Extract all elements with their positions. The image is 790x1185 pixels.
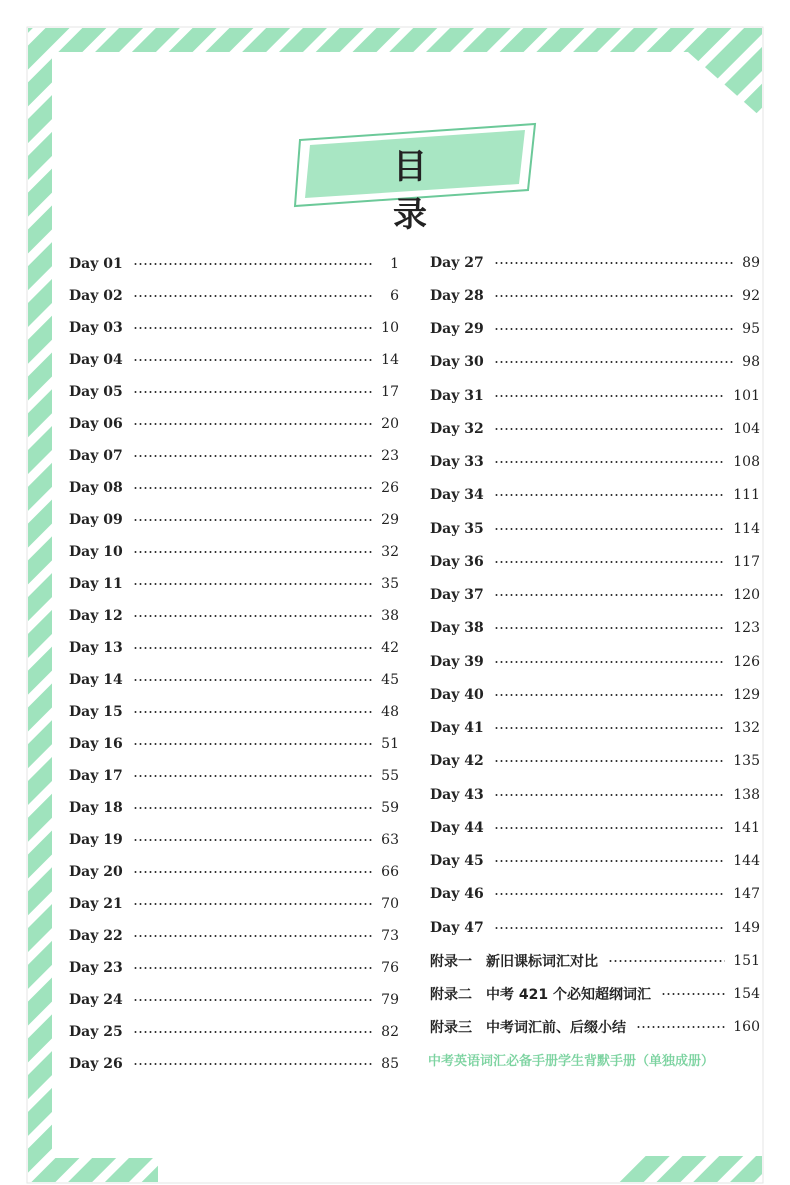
- entry-label: Day 04: [69, 352, 123, 368]
- toc-entry[interactable]: [69, 824, 399, 856]
- entry-page-number: 10: [381, 320, 399, 336]
- entry-page-number: 26: [381, 480, 399, 496]
- entry-label: Day 03: [69, 320, 123, 336]
- entry-label: Day 06: [69, 416, 123, 432]
- entry-page-number: 89: [742, 254, 760, 271]
- entry-page-number: 120: [733, 587, 760, 604]
- dot-leader: [494, 860, 726, 862]
- dot-leader: [133, 871, 373, 873]
- dot-leader: [133, 583, 373, 585]
- entry-page-number: 135: [733, 753, 760, 770]
- toc-entry[interactable]: [69, 664, 399, 696]
- dot-leader: [494, 395, 726, 397]
- entry-label: Day 40: [430, 686, 484, 703]
- entry-page-number: 126: [733, 653, 760, 670]
- entry-label: Day 17: [69, 768, 123, 784]
- entry-description: 中考 421 个必知超纲词汇: [486, 987, 651, 1004]
- entry-label: Day 32: [430, 420, 484, 437]
- toc-entry[interactable]: [430, 712, 760, 745]
- toc-entry[interactable]: [430, 246, 760, 279]
- entry-label: Day 44: [430, 819, 484, 836]
- entry-label: Day 29: [430, 321, 484, 338]
- dot-leader: [494, 295, 734, 297]
- entry-page-number: 38: [381, 608, 399, 624]
- dot-leader: [133, 999, 373, 1001]
- toc-entry[interactable]: [69, 504, 399, 536]
- entry-label: Day 35: [430, 520, 484, 537]
- toc-entry[interactable]: [430, 778, 760, 811]
- toc-left-column: [69, 248, 399, 1080]
- entry-label: Day 16: [69, 736, 123, 752]
- dot-leader: [494, 528, 726, 530]
- dot-leader: [494, 328, 734, 330]
- toc-entry[interactable]: [69, 312, 399, 344]
- entry-page-number: 17: [381, 384, 399, 400]
- entry-label: 附录一: [430, 953, 472, 970]
- dot-leader: [133, 903, 373, 905]
- toc-entry[interactable]: [430, 911, 760, 944]
- dot-leader: [133, 647, 373, 649]
- toc-entry[interactable]: [69, 536, 399, 568]
- entry-label: Day 43: [430, 786, 484, 803]
- entry-page-number: 123: [733, 620, 760, 637]
- entry-label: Day 15: [69, 704, 123, 720]
- appendix-entry[interactable]: [430, 978, 760, 1011]
- entry-label: Day 10: [69, 544, 123, 560]
- entry-label: Day 09: [69, 512, 123, 528]
- entry-page-number: 149: [733, 919, 760, 936]
- dot-leader: [608, 960, 725, 962]
- toc-entry[interactable]: [430, 313, 760, 346]
- entry-page-number: 32: [381, 544, 399, 560]
- dot-leader: [494, 262, 734, 264]
- entry-page-number: 151: [733, 952, 760, 969]
- toc-entry[interactable]: [69, 600, 399, 632]
- toc-entry[interactable]: [430, 412, 760, 445]
- entry-label: Day 19: [69, 832, 123, 848]
- toc-entry[interactable]: [69, 760, 399, 792]
- dot-leader: [494, 661, 726, 663]
- appendix-entry[interactable]: [430, 944, 760, 977]
- dot-leader: [494, 594, 726, 596]
- entry-page-number: 1: [390, 256, 399, 272]
- toc-entry[interactable]: [430, 745, 760, 778]
- entry-label: Day 31: [430, 387, 484, 404]
- entry-page-number: 138: [733, 786, 760, 803]
- dot-leader: [133, 743, 373, 745]
- entry-description: 中考词汇前、后缀小结: [486, 1020, 626, 1037]
- footer-note: 中考英语词汇必备手册学生背默手册（单独成册）: [428, 1054, 715, 1069]
- dot-leader: [133, 327, 373, 329]
- toc-entry[interactable]: [69, 856, 399, 888]
- entry-label: Day 22: [69, 928, 123, 944]
- entry-label: Day 47: [430, 919, 484, 936]
- toc-entry[interactable]: [69, 888, 399, 920]
- entry-label: Day 21: [69, 896, 123, 912]
- entry-label: Day 13: [69, 640, 123, 656]
- dot-leader: [133, 551, 373, 553]
- entry-page-number: 42: [381, 640, 399, 656]
- dot-leader: [494, 760, 726, 762]
- entry-label: Day 01: [69, 256, 123, 272]
- entry-label: Day 05: [69, 384, 123, 400]
- entry-page-number: 111: [733, 487, 760, 504]
- entry-page-number: 82: [381, 1024, 399, 1040]
- dot-leader: [133, 391, 373, 393]
- dot-leader: [133, 423, 373, 425]
- dot-leader: [133, 967, 373, 969]
- entry-label: Day 46: [430, 886, 484, 903]
- dot-leader: [133, 775, 373, 777]
- toc-entry[interactable]: [430, 612, 760, 645]
- dot-leader: [494, 794, 726, 796]
- toc-entry[interactable]: [69, 920, 399, 952]
- toc-entry[interactable]: [430, 512, 760, 545]
- dot-leader: [494, 694, 726, 696]
- page-title: 目 录: [393, 147, 455, 235]
- entry-label: Day 11: [69, 576, 123, 592]
- dot-leader: [133, 359, 373, 361]
- dot-leader: [494, 428, 726, 430]
- dot-leader: [494, 361, 734, 363]
- toc-entry[interactable]: [430, 579, 760, 612]
- toc-entry[interactable]: [69, 632, 399, 664]
- toc-entry[interactable]: [69, 696, 399, 728]
- toc-entry[interactable]: [69, 376, 399, 408]
- entry-label: Day 28: [430, 287, 484, 304]
- toc-entry[interactable]: [430, 446, 760, 479]
- toc-entry[interactable]: [69, 280, 399, 312]
- dot-leader: [494, 927, 726, 929]
- entry-label: Day 34: [430, 487, 484, 504]
- entry-label: Day 23: [69, 960, 123, 976]
- entry-page-number: 51: [381, 736, 399, 752]
- dot-leader: [133, 711, 373, 713]
- entry-label: Day 33: [430, 454, 484, 471]
- entry-label: Day 30: [430, 354, 484, 371]
- entry-page-number: 144: [733, 853, 760, 870]
- dot-leader: [494, 827, 726, 829]
- dot-leader: [133, 679, 373, 681]
- entry-label: Day 14: [69, 672, 123, 688]
- entry-page-number: 45: [381, 672, 399, 688]
- toc-entry[interactable]: [430, 379, 760, 412]
- entry-page-number: 117: [733, 553, 760, 570]
- toc-entry[interactable]: [430, 845, 760, 878]
- toc-entry[interactable]: [69, 568, 399, 600]
- entry-label: Day 02: [69, 288, 123, 304]
- toc-entry[interactable]: [430, 346, 760, 379]
- dot-leader: [133, 935, 373, 937]
- column-divider: [415, 250, 416, 1070]
- toc-entry[interactable]: [430, 645, 760, 678]
- entry-label: Day 12: [69, 608, 123, 624]
- entry-label: Day 27: [430, 254, 484, 271]
- toc-entry[interactable]: [69, 952, 399, 984]
- toc-entry[interactable]: [69, 344, 399, 376]
- dot-leader: [133, 519, 373, 521]
- entry-page-number: 85: [381, 1056, 399, 1072]
- toc-entry[interactable]: [430, 479, 760, 512]
- entry-label: Day 18: [69, 800, 123, 816]
- toc-entry[interactable]: [69, 248, 399, 280]
- dot-leader: [133, 295, 373, 297]
- entry-page-number: 129: [733, 686, 760, 703]
- toc-entry[interactable]: [430, 811, 760, 844]
- entry-page-number: 101: [733, 387, 760, 404]
- entry-page-number: 95: [742, 321, 760, 338]
- entry-label: Day 20: [69, 864, 123, 880]
- dot-leader: [133, 1063, 373, 1065]
- entry-label: Day 41: [430, 720, 484, 737]
- dot-leader: [133, 263, 373, 265]
- entry-description: 新旧课标词汇对比: [486, 953, 598, 970]
- dot-leader: [133, 839, 373, 841]
- entry-page-number: 63: [381, 832, 399, 848]
- toc-entry[interactable]: [69, 1016, 399, 1048]
- entry-page-number: 35: [381, 576, 399, 592]
- entry-page-number: 160: [733, 1019, 760, 1036]
- entry-page-number: 132: [733, 720, 760, 737]
- entry-label: Day 45: [430, 853, 484, 870]
- dot-leader: [494, 461, 726, 463]
- entry-page-number: 23: [381, 448, 399, 464]
- toc-entry[interactable]: [69, 1048, 399, 1080]
- entry-page-number: 154: [733, 986, 760, 1003]
- entry-page-number: 48: [381, 704, 399, 720]
- entry-page-number: 141: [733, 819, 760, 836]
- entry-page-number: 76: [381, 960, 399, 976]
- entry-label: Day 38: [430, 620, 484, 637]
- toc-entry[interactable]: [430, 279, 760, 312]
- entry-page-number: 114: [733, 520, 760, 537]
- appendix-entry[interactable]: [430, 1011, 760, 1044]
- dot-leader: [494, 561, 726, 563]
- entry-label: 附录三: [430, 1020, 472, 1037]
- toc-entry[interactable]: [430, 878, 760, 911]
- dot-leader: [494, 727, 726, 729]
- entry-label: Day 24: [69, 992, 123, 1008]
- entry-page-number: 59: [381, 800, 399, 816]
- toc-entry[interactable]: [69, 472, 399, 504]
- entry-label: Day 26: [69, 1056, 123, 1072]
- entry-page-number: 79: [381, 992, 399, 1008]
- entry-label: Day 39: [430, 653, 484, 670]
- entry-label: Day 25: [69, 1024, 123, 1040]
- dot-leader: [661, 993, 725, 995]
- dot-leader: [133, 807, 373, 809]
- toc-entry[interactable]: [430, 545, 760, 578]
- entry-page-number: 29: [381, 512, 399, 528]
- toc-entry[interactable]: [430, 678, 760, 711]
- entry-page-number: 55: [381, 768, 399, 784]
- entry-page-number: 14: [381, 352, 399, 368]
- entry-page-number: 73: [381, 928, 399, 944]
- dot-leader: [133, 455, 373, 457]
- toc-entry[interactable]: [69, 408, 399, 440]
- entry-page-number: 92: [742, 287, 760, 304]
- dot-leader: [636, 1026, 725, 1028]
- entry-label: Day 42: [430, 753, 484, 770]
- entry-page-number: 147: [733, 886, 760, 903]
- toc-entry[interactable]: [69, 792, 399, 824]
- toc-entry[interactable]: [69, 728, 399, 760]
- entry-label: Day 07: [69, 448, 123, 464]
- entry-page-number: 98: [742, 354, 760, 371]
- entry-page-number: 66: [381, 864, 399, 880]
- entry-label: Day 37: [430, 587, 484, 604]
- entry-page-number: 108: [733, 454, 760, 471]
- dot-leader: [133, 487, 373, 489]
- dot-leader: [133, 1031, 373, 1033]
- toc-entry[interactable]: [69, 984, 399, 1016]
- toc-entry[interactable]: [69, 440, 399, 472]
- entry-page-number: 70: [381, 896, 399, 912]
- entry-label: Day 08: [69, 480, 123, 496]
- dot-leader: [494, 494, 726, 496]
- toc-right-column: [430, 246, 760, 1044]
- entry-label: 附录二: [430, 987, 472, 1004]
- entry-page-number: 104: [733, 420, 760, 437]
- entry-label: Day 36: [430, 553, 484, 570]
- entry-page-number: 6: [390, 288, 399, 304]
- dot-leader: [494, 627, 726, 629]
- dot-leader: [494, 893, 726, 895]
- entry-page-number: 20: [381, 416, 399, 432]
- dot-leader: [133, 615, 373, 617]
